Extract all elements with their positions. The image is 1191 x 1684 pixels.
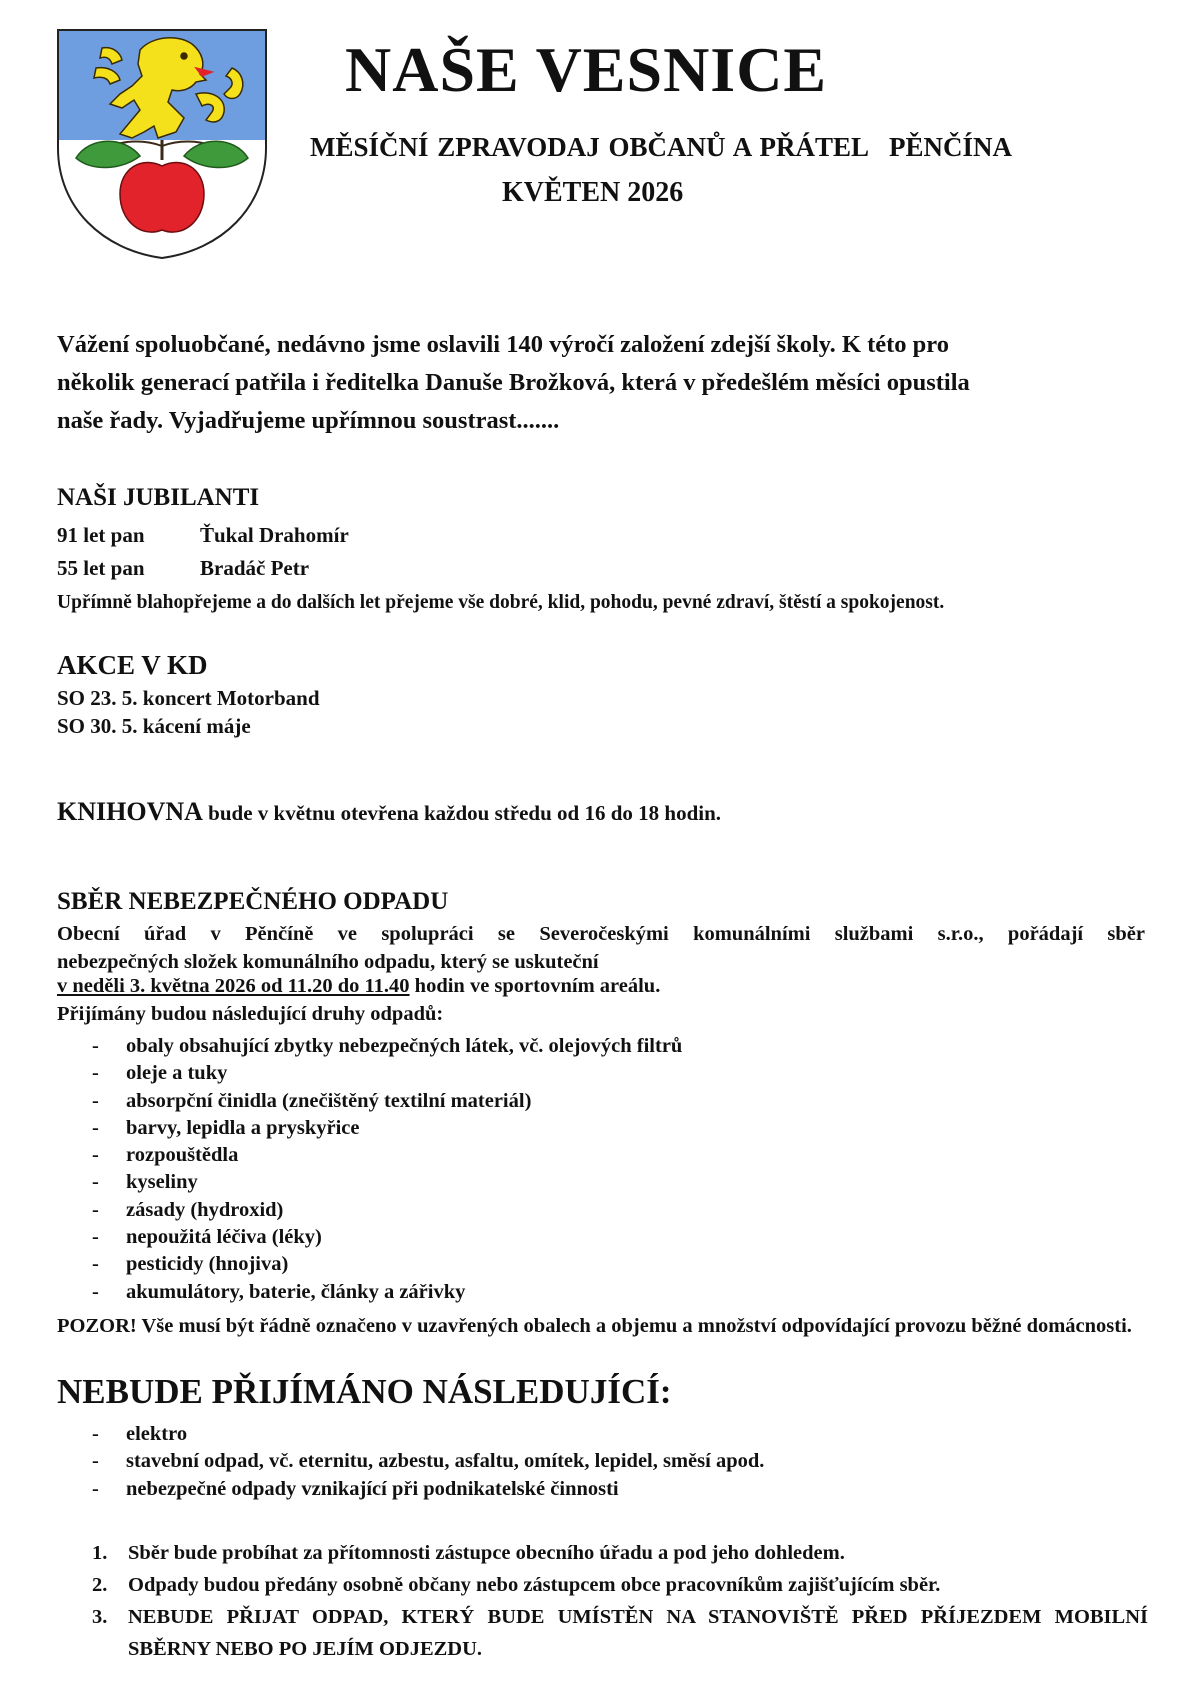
list-item: - kyseliny bbox=[92, 1171, 198, 1194]
library-notice bbox=[57, 797, 721, 827]
apple bbox=[120, 162, 204, 232]
intro-line: naše řady. Vyjadřujeme upřímnou soustrast....... bbox=[57, 407, 560, 434]
event-item: SO 23. 5. koncert Motorband bbox=[57, 686, 320, 710]
library-label: KNIHOVNA bbox=[57, 797, 203, 826]
not-accepted-heading: NEBUDE PŘIJÍMÁNO NÁSLEDUJÍCÍ: bbox=[57, 1372, 672, 1411]
events-heading: AKCE V KD bbox=[57, 650, 208, 680]
waste-collection-heading: SBĚR NEBEZPEČNÉHO ODPADU bbox=[57, 888, 449, 915]
jubilants-heading: NAŠI JUBILANTI bbox=[57, 484, 260, 511]
library-hours: bude v květnu otevřena každou středu od 16 do 18 hodin. bbox=[202, 801, 722, 825]
warning-paragraph: POZOR! Vše musí být řádně označeno v uzavřených obalech a objemu a množství odpovídající provozu běžné domácnosti. bbox=[57, 1315, 1132, 1337]
newsletter-subtitle bbox=[310, 132, 1012, 163]
coat-of-arms-lion-apple-icon bbox=[56, 28, 268, 260]
list-item: - absorpční činidla (znečištěný textilní materiál) bbox=[92, 1089, 532, 1112]
list-item: - obaly obsahující zbytky nebezpečných látek, vč. olejových filtrů bbox=[92, 1035, 683, 1057]
village-name: PĚNČÍNA bbox=[889, 132, 1013, 162]
list-item: - barvy, lepidla a pryskyřice bbox=[92, 1116, 360, 1139]
jubilant-row bbox=[57, 556, 309, 581]
intro-line: několik generací patřila i ředitelka Danuše Brožková, která v předešlém měsíci opustila bbox=[57, 369, 970, 396]
subtitle-text: MĚSÍČNÍ ZPRAVODAJ OBČANŮ A PŘÁTEL bbox=[310, 132, 870, 162]
list-item: - stavební odpad, vč. eternitu, azbestu, asfaltu, omítek, lepidel, směsí apod. bbox=[92, 1450, 765, 1473]
rule-item: 1. Sběr bude probíhat za přítomnosti zástupce obecního úřadu a pod jeho dohledem. bbox=[92, 1542, 845, 1564]
waste-collection-paragraph bbox=[57, 920, 1145, 976]
list-item: - pesticidy (hnojiva) bbox=[92, 1253, 289, 1276]
list-item: - oleje a tuky bbox=[92, 1062, 228, 1085]
collection-date-underlined: v neděli 3. května 2026 od 11.20 do 11.40 bbox=[57, 975, 410, 997]
list-item: - akumulátory, baterie, články a zářivky bbox=[92, 1280, 466, 1303]
jubilant-name: Bradáč Petr bbox=[200, 556, 310, 580]
jubilant-row bbox=[57, 523, 349, 548]
paragraph-line: nebezpečných složek komunálního odpadu, který se uskuteční bbox=[57, 951, 599, 973]
list-item: - nebezpečné odpady vznikající při podnikatelské činnosti bbox=[92, 1477, 619, 1500]
jubilants-wish: Upřímně blahopřejeme a do dalších let přejeme vše dobré, klid, pohodu, pevné zdraví, štěstí a spokojenost. bbox=[57, 592, 945, 613]
intro-paragraph bbox=[57, 326, 1137, 440]
jubilant-age: 91 let pan bbox=[57, 523, 145, 547]
jubilant-name: Ťukal Drahomír bbox=[200, 523, 349, 547]
list-item: - zásady (hydroxid) bbox=[92, 1198, 284, 1221]
list-item: - elektro bbox=[92, 1423, 188, 1445]
not-accepted-waste-list bbox=[92, 1421, 764, 1503]
event-item: SO 30. 5. kácení máje bbox=[57, 714, 251, 738]
list-item: - nepoužitá léčiva (léky) bbox=[92, 1226, 322, 1249]
issue-date: KVĚTEN 2026 bbox=[502, 177, 684, 208]
rule-item: 2. Odpady budou předány osobně občany nebo zástupcem obce pracovníkům zajišťujícím sběr. bbox=[92, 1574, 941, 1596]
accepted-heading: Přijímány budou následující druhy odpadů: bbox=[57, 1003, 444, 1025]
collection-place: hodin ve sportovním areálu. bbox=[409, 975, 661, 997]
collection-rules-list bbox=[92, 1537, 1148, 1665]
collection-date bbox=[57, 975, 660, 998]
accepted-waste-list bbox=[92, 1033, 682, 1306]
intro-line: Vážení spoluobčané, nedávno jsme oslavili 140 výročí založení zdejší školy. K této pro bbox=[57, 331, 949, 358]
newsletter-title: NAŠE VESNICE bbox=[345, 34, 828, 105]
list-item: - rozpouštědla bbox=[92, 1144, 239, 1167]
jubilant-age: 55 let pan bbox=[57, 556, 145, 580]
rule-item: 3. NEBUDE PŘIJAT ODPAD, KTERÝ BUDE UMÍSTĚN NA STANOVIŠTĚ PŘED PŘÍJEZDEM MOBILNÍ SBĚRNY NEBO PO JEJÍM ODJEZDU. bbox=[92, 1606, 1148, 1660]
paragraph-line: Obecní úřad v Pěnčíně ve spolupráci se Severočeskými komunálními službami s.r.o., pořádají sběr bbox=[57, 923, 1145, 945]
